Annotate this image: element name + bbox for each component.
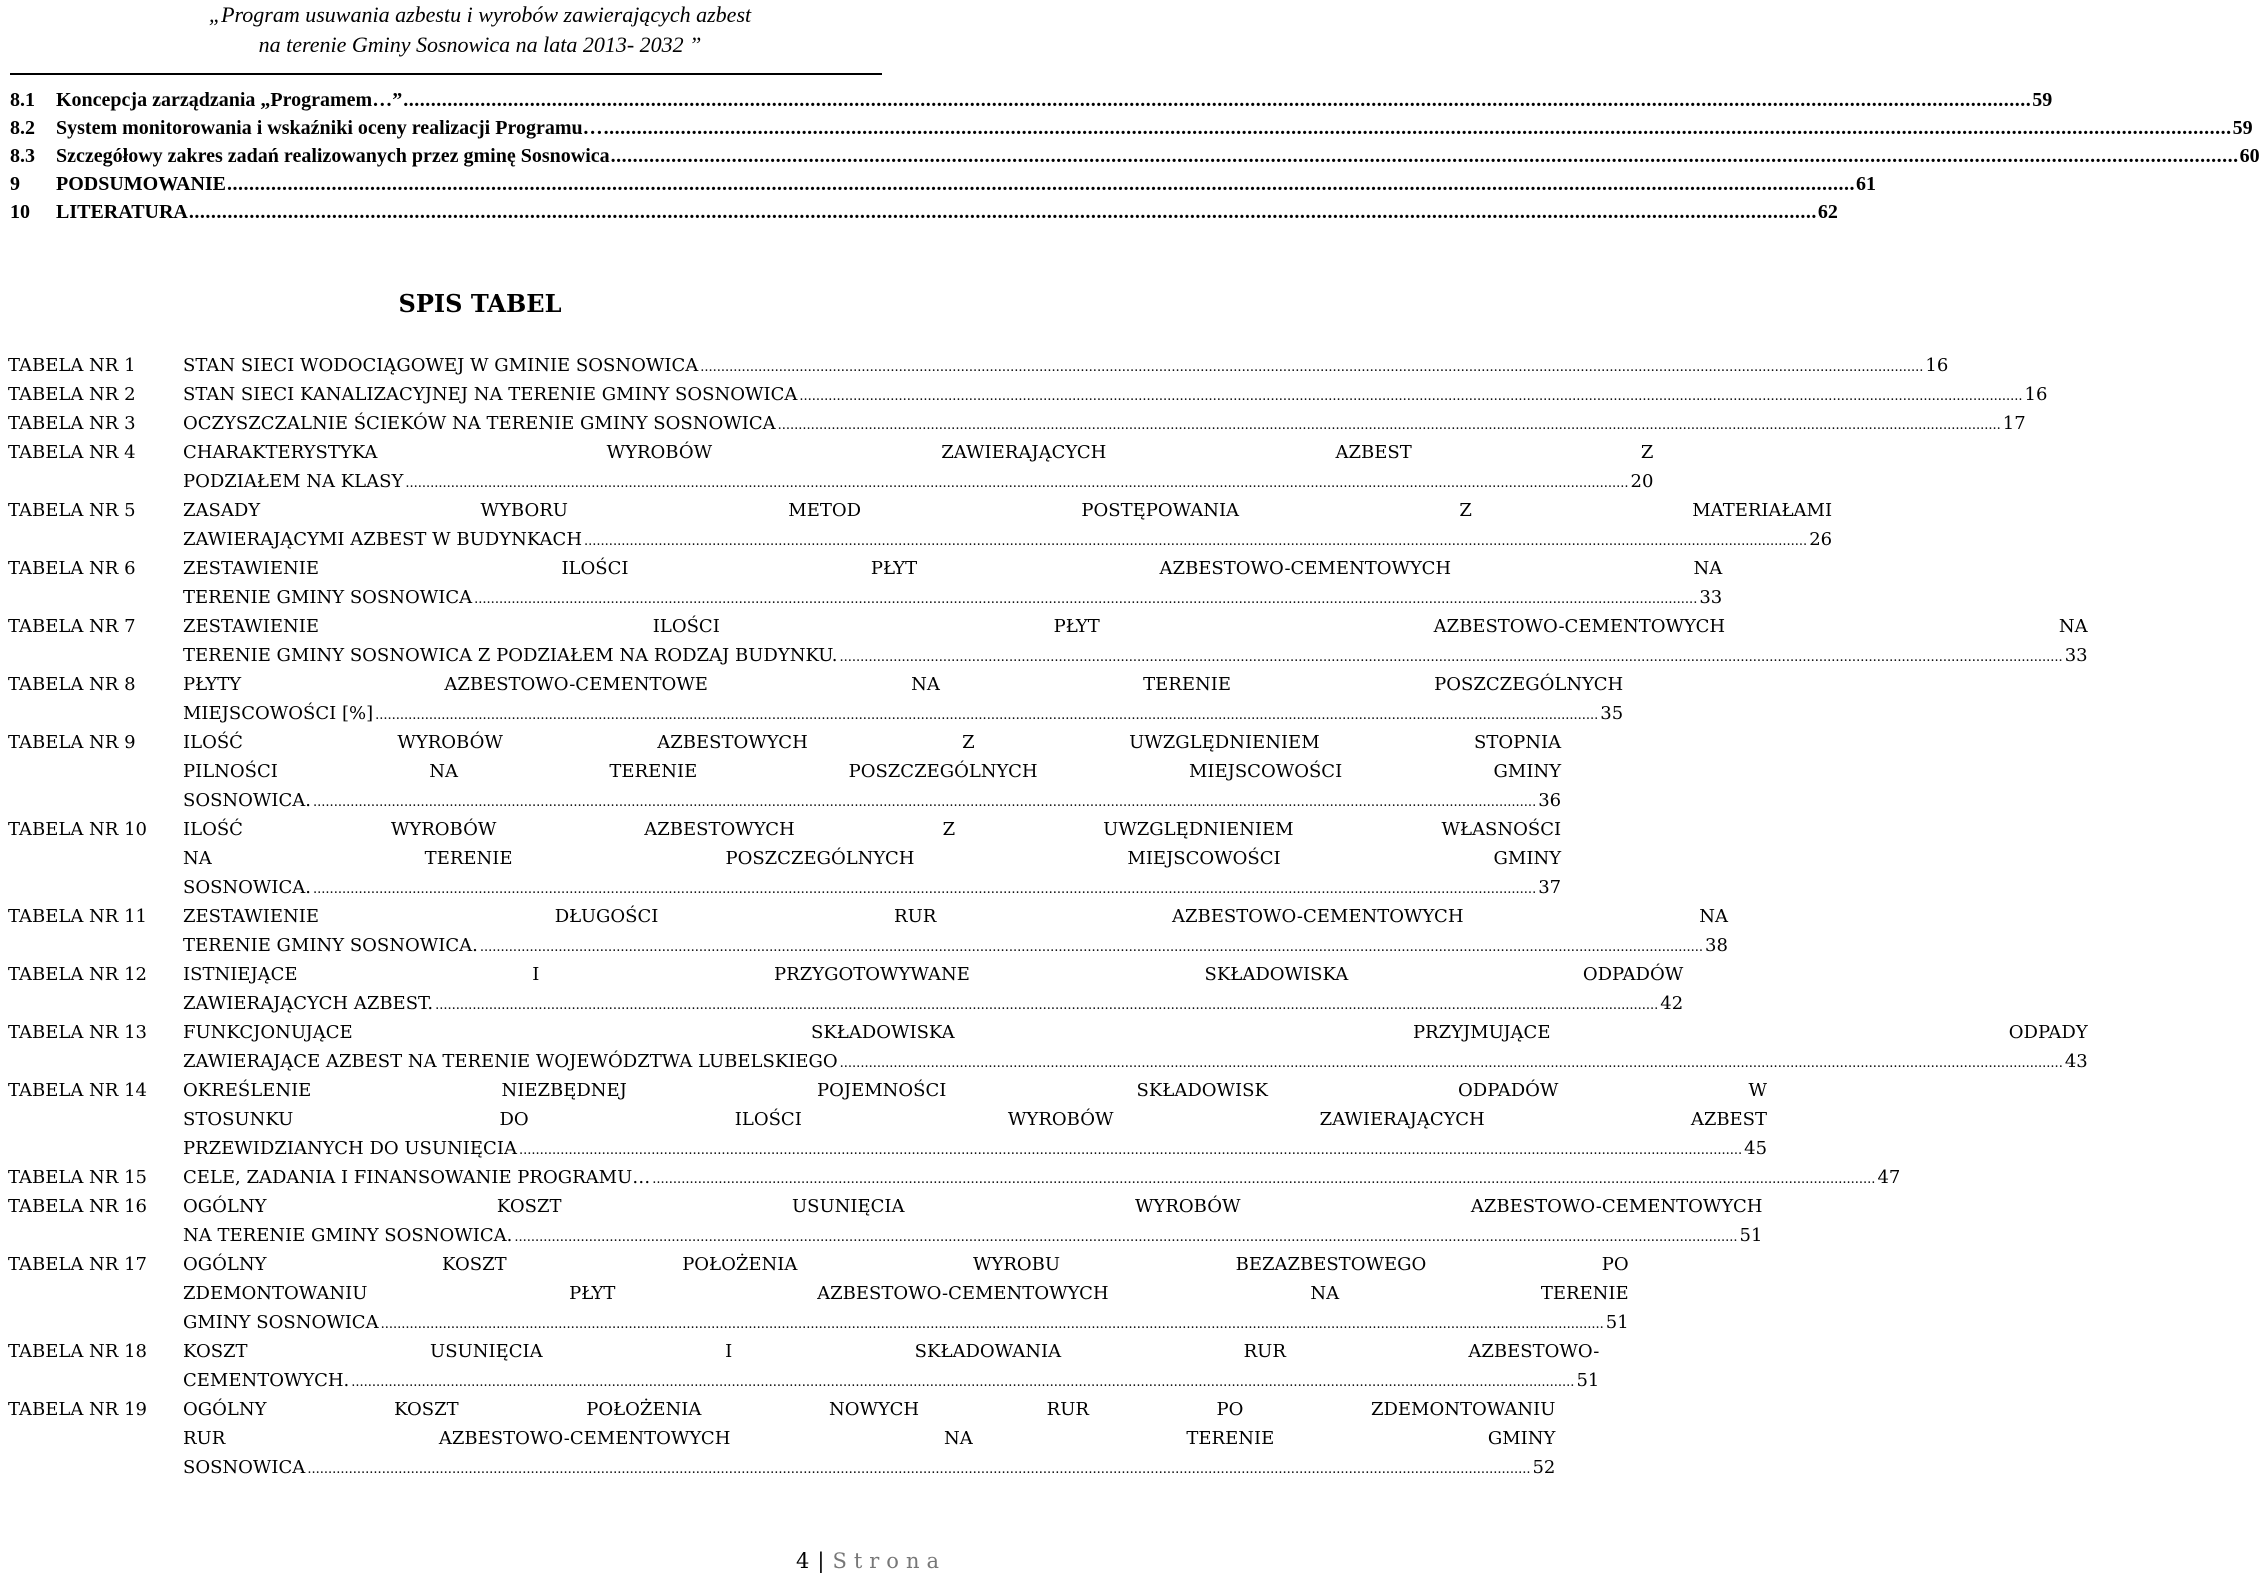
table-entry-title-text: OGÓLNY KOSZT USUNIĘCIA WYROBÓW AZBESTOWO-CEMENTOWYCH xyxy=(183,1196,1763,1217)
table-entry-line xyxy=(183,525,1832,554)
table-list-entry[interactable] xyxy=(8,1250,1629,1337)
table-entry-title-text: PODZIAŁEM NA KLASY xyxy=(183,471,404,492)
table-entry-title-text: GMINY SOSNOWICA xyxy=(183,1312,379,1333)
table-entry-title-text: ZAWIERAJĄCYMI AZBEST W BUDYNKACH xyxy=(183,529,583,550)
table-entry-line xyxy=(183,931,1728,960)
toc-entry-number: 10 xyxy=(10,201,30,223)
table-entry-description xyxy=(183,351,1948,380)
table-entry-line xyxy=(183,844,1561,873)
table-entry-label: TABELA NR 15 xyxy=(8,1167,147,1188)
table-entry-dot-leader xyxy=(381,1308,1604,1337)
table-entry-label: TABELA NR 12 xyxy=(8,964,147,985)
table-list-entry[interactable] xyxy=(8,496,1833,554)
table-entry-description xyxy=(183,380,2047,409)
table-entry-title-text: ISTNIEJĄCE I PRZYGOTOWYWANE SKŁADOWISKA ODPADÓW xyxy=(183,964,1684,985)
table-entry-title-text: STAN SIECI KANALIZACYJNEJ NA TERENIE GMINY SOSNOWICA xyxy=(183,384,798,405)
table-entry-line xyxy=(183,1250,1629,1279)
table-list-entry[interactable] xyxy=(8,380,2048,409)
table-entry-line xyxy=(183,1453,1555,1482)
toc-entry-page: 60 xyxy=(2239,145,2260,167)
table-entry-dot-leader xyxy=(652,1163,1875,1192)
table-entry-description xyxy=(183,409,2026,438)
table-entry-line xyxy=(183,1395,1555,1424)
table-entry-label: TABELA NR 10 xyxy=(8,819,147,840)
toc-entry[interactable] xyxy=(10,86,2053,114)
table-entry-line xyxy=(183,815,1561,844)
table-list-entry[interactable] xyxy=(8,1018,2088,1076)
footer-page-label: Strona xyxy=(832,1549,946,1573)
toc-dot-leader xyxy=(227,170,1855,198)
table-entry-title-text: TERENIE GMINY SOSNOWICA xyxy=(183,587,473,608)
page-footer xyxy=(796,1546,946,1576)
table-list-entry[interactable] xyxy=(8,728,1562,815)
table-entry-label: TABELA NR 2 xyxy=(8,384,136,405)
table-entry-description xyxy=(183,670,1623,728)
table-entry-line xyxy=(183,1221,1762,1250)
table-list-entry[interactable] xyxy=(8,612,2088,670)
table-entry-page: 16 xyxy=(2024,384,2048,405)
table-entry-dot-leader xyxy=(313,786,1536,815)
table-list-entry[interactable] xyxy=(8,1395,1556,1482)
toc-entry-title: PODSUMOWANIE xyxy=(56,173,227,195)
table-entry-line xyxy=(183,1047,2088,1076)
table-entry-description xyxy=(183,960,1683,1018)
table-entry-line xyxy=(183,1134,1767,1163)
table-entry-description xyxy=(183,438,1653,496)
page-number: 4 xyxy=(795,1549,810,1573)
table-entry-title-text: ILOŚĆ WYROBÓW AZBESTOWYCH Z UWZGLĘDNIENIEM STOPNIA xyxy=(183,732,1562,753)
table-entry-line xyxy=(183,380,2047,409)
table-entry-title-text: ZESTAWIENIE ILOŚCI PŁYT AZBESTOWO-CEMENTOWYCH NA xyxy=(183,558,1723,579)
table-entry-title-text: ZAWIERAJĄCYCH AZBEST. xyxy=(183,993,434,1014)
table-entry-label: TABELA NR 5 xyxy=(8,500,136,521)
table-entry-description xyxy=(183,496,1832,554)
table-list-entry[interactable] xyxy=(8,960,1684,1018)
table-entry-dot-leader xyxy=(435,989,1658,1018)
footer-separator: | xyxy=(817,1549,825,1573)
table-entry-title-text: PRZEWIDZIANYCH DO USUNIĘCIA xyxy=(183,1138,517,1159)
table-entry-title-text: KOSZT USUNIĘCIA I SKŁADOWANIA RUR AZBESTOWO- xyxy=(183,1341,1600,1362)
table-entry-line xyxy=(183,1308,1629,1337)
list-of-tables xyxy=(8,351,2088,1482)
table-entry-page: 43 xyxy=(2064,1051,2088,1072)
toc-entry[interactable] xyxy=(10,198,1838,226)
table-entry-dot-leader xyxy=(778,409,2001,438)
table-entry-title-text: ZASADY WYBORU METOD POSTĘPOWANIA Z MATERIAŁAMI xyxy=(183,500,1833,521)
section-title: SPIS TABEL xyxy=(398,289,562,318)
table-list-entry[interactable] xyxy=(8,815,1562,902)
table-entry-label: TABELA NR 18 xyxy=(8,1341,147,1362)
table-entry-line xyxy=(183,409,2026,438)
table-entry-line xyxy=(183,670,1623,699)
toc-entry-number: 8.2 xyxy=(10,117,35,139)
toc-entry-title: LITERATURA xyxy=(56,201,188,223)
table-entry-description xyxy=(183,1337,1599,1395)
table-entry-description xyxy=(183,554,1722,612)
table-entry-line xyxy=(183,438,1653,467)
table-entry-page: 33 xyxy=(1699,587,1723,608)
toc-dot-leader xyxy=(611,142,2239,170)
table-entry-page: 36 xyxy=(1538,790,1562,811)
toc-entry[interactable] xyxy=(10,114,2253,142)
table-entry-dot-leader xyxy=(480,931,1703,960)
header-divider xyxy=(10,73,882,75)
toc-entry-number: 9 xyxy=(10,173,20,195)
table-entry-description xyxy=(183,1250,1629,1337)
table-of-contents xyxy=(10,86,2260,226)
toc-entry-title: System monitorowania i wskaźniki oceny realizacji Programu… xyxy=(56,117,603,139)
table-entry-line xyxy=(183,1424,1555,1453)
table-entry-title-text: NA TERENIE GMINY SOSNOWICA. xyxy=(183,1225,513,1246)
table-entry-page: 51 xyxy=(1576,1370,1600,1391)
table-entry-title-text: ZESTAWIENIE DŁUGOŚCI RUR AZBESTOWO-CEMENTOWYCH NA xyxy=(183,906,1728,927)
toc-entry[interactable] xyxy=(10,170,1877,198)
table-entry-page: 42 xyxy=(1660,993,1684,1014)
table-entry-page: 45 xyxy=(1744,1138,1768,1159)
table-entry-line xyxy=(183,1105,1767,1134)
table-entry-dot-leader xyxy=(840,1047,2063,1076)
table-entry-title-text: PILNOŚCI NA TERENIE POSZCZEGÓLNYCH MIEJSCOWOŚCI GMINY xyxy=(183,761,1562,782)
table-entry-page: 47 xyxy=(1877,1167,1901,1188)
table-entry-label: TABELA NR 14 xyxy=(8,1080,147,1101)
toc-dot-leader xyxy=(189,198,1817,226)
table-entry-label: TABELA NR 17 xyxy=(8,1254,147,1275)
toc-entry-title: Koncepcja zarządzania „Programem…” xyxy=(56,89,403,111)
table-list-entry[interactable] xyxy=(8,1163,1901,1192)
table-entry-title-text: CEMENTOWYCH. xyxy=(183,1370,350,1391)
table-entry-page: 52 xyxy=(1532,1457,1556,1478)
table-entry-line xyxy=(183,757,1561,786)
table-entry-line xyxy=(183,1076,1767,1105)
table-entry-line xyxy=(183,1279,1629,1308)
table-entry-dot-leader xyxy=(307,1453,1530,1482)
table-entry-description xyxy=(183,1395,1555,1482)
table-entry-page: 20 xyxy=(1630,471,1654,492)
table-entry-line xyxy=(183,496,1832,525)
table-entry-title-text: STOSUNKU DO ILOŚCI WYROBÓW ZAWIERAJĄCYCH AZBEST xyxy=(183,1109,1768,1130)
header-title-line-2: na terenie Gminy Sosnowica na lata 2013- 2032 ” xyxy=(258,32,702,57)
table-entry-dot-leader xyxy=(351,1366,1574,1395)
table-entry-label: TABELA NR 16 xyxy=(8,1196,147,1217)
table-entry-title-text: MIEJSCOWOŚCI [%] xyxy=(183,703,374,724)
table-entry-description xyxy=(183,1076,1767,1163)
table-entry-line xyxy=(183,1018,2088,1047)
table-entry-dot-leader xyxy=(375,699,1598,728)
table-entry-title-text: ZESTAWIENIE ILOŚCI PŁYT AZBESTOWO-CEMENTOWYCH NA xyxy=(183,616,2088,637)
table-entry-dot-leader xyxy=(840,641,2063,670)
table-entry-dot-leader xyxy=(519,1134,1742,1163)
toc-entry-page: 59 xyxy=(2032,89,2053,111)
table-entry-description xyxy=(183,1018,2088,1076)
table-entry-page: 37 xyxy=(1538,877,1562,898)
table-entry-line xyxy=(183,467,1653,496)
table-entry-title-text: CELE, ZADANIA I FINANSOWANIE PROGRAMU… xyxy=(183,1167,651,1188)
table-entry-line xyxy=(183,960,1683,989)
table-entry-description xyxy=(183,902,1728,960)
table-entry-dot-leader xyxy=(313,873,1536,902)
table-entry-label: TABELA NR 4 xyxy=(8,442,136,463)
table-entry-title-text: OCZYSZCZALNIE ŚCIEKÓW NA TERENIE GMINY SOSNOWICA xyxy=(183,413,776,434)
table-entry-line xyxy=(183,699,1623,728)
table-entry-page: 26 xyxy=(1809,529,1833,550)
table-entry-label: TABELA NR 11 xyxy=(8,906,147,927)
table-entry-line xyxy=(183,1337,1599,1366)
table-list-entry[interactable] xyxy=(8,409,2026,438)
table-entry-line xyxy=(183,989,1683,1018)
table-entry-title-text: OKREŚLENIE NIEZBĘDNEJ POJEMNOŚCI SKŁADOWISK ODPADÓW W xyxy=(183,1080,1768,1101)
table-entry-line xyxy=(183,554,1722,583)
toc-entry-page: 59 xyxy=(2232,117,2253,139)
table-entry-title-text: OGÓLNY KOSZT POŁOŻENIA NOWYCH RUR PO ZDEMONTOWANIU xyxy=(183,1399,1556,1420)
table-entry-dot-leader xyxy=(405,467,1628,496)
table-entry-title-text: OGÓLNY KOSZT POŁOŻENIA WYROBU BEZAZBESTOWEGO PO xyxy=(183,1254,1629,1275)
table-entry-dot-leader xyxy=(474,583,1697,612)
table-entry-page: 51 xyxy=(1739,1225,1763,1246)
table-entry-line xyxy=(183,873,1561,902)
table-list-entry[interactable] xyxy=(8,351,1949,380)
table-entry-title-text: SOSNOWICA. xyxy=(183,877,312,898)
toc-entry-page: 61 xyxy=(1856,173,1877,195)
table-entry-label: TABELA NR 7 xyxy=(8,616,136,637)
toc-dot-leader xyxy=(403,86,2031,114)
table-entry-page: 38 xyxy=(1705,935,1728,956)
toc-entry-number: 8.3 xyxy=(10,145,35,167)
table-entry-page: 16 xyxy=(1925,355,1949,376)
table-entry-title-text: ZAWIERAJĄCE AZBEST NA TERENIE WOJEWÓDZTWA LUBELSKIEGO xyxy=(183,1051,838,1072)
table-entry-title-text: FUNKCJONUJĄCE SKŁADOWISKA PRZYJMUJĄCE ODPADY xyxy=(183,1022,2088,1043)
table-entry-line xyxy=(183,1366,1599,1395)
table-entry-description xyxy=(183,612,2088,670)
table-entry-label: TABELA NR 6 xyxy=(8,558,136,579)
table-entry-label: TABELA NR 8 xyxy=(8,674,136,695)
table-entry-line xyxy=(183,612,2088,641)
table-entry-page: 33 xyxy=(2064,645,2088,666)
toc-entry[interactable] xyxy=(10,142,2260,170)
table-entry-label: TABELA NR 19 xyxy=(8,1399,147,1420)
toc-entry-number: 8.1 xyxy=(10,89,35,111)
table-entry-title-text: PŁYTY AZBESTOWO-CEMENTOWE NA TERENIE POSZCZEGÓLNYCH xyxy=(183,674,1624,695)
table-list-entry[interactable] xyxy=(8,1192,1763,1250)
toc-dot-leader xyxy=(604,114,2232,142)
page-header xyxy=(0,0,960,76)
table-entry-line xyxy=(183,583,1722,612)
table-entry-title-text: ZDEMONTOWANIU PŁYT AZBESTOWO-CEMENTOWYCH NA TERENIE xyxy=(183,1283,1629,1304)
table-entry-line xyxy=(183,1163,1900,1192)
table-list-entry[interactable] xyxy=(8,438,1654,496)
table-entry-label: TABELA NR 9 xyxy=(8,732,136,753)
table-entry-line xyxy=(183,351,1948,380)
table-entry-title-text: SOSNOWICA xyxy=(183,1457,306,1478)
table-entry-page: 51 xyxy=(1605,1312,1629,1333)
table-entry-line xyxy=(183,728,1561,757)
table-entry-line xyxy=(183,902,1728,931)
table-entry-title-text: NA TERENIE POSZCZEGÓLNYCH MIEJSCOWOŚCI GMINY xyxy=(183,848,1562,869)
table-entry-description xyxy=(183,1163,1900,1192)
table-entry-dot-leader xyxy=(700,351,1923,380)
table-entry-title-text: STAN SIECI WODOCIĄGOWEJ W GMINIE SOSNOWICA xyxy=(183,355,699,376)
table-entry-dot-leader xyxy=(799,380,2022,409)
table-entry-page: 17 xyxy=(2002,413,2026,434)
table-entry-dot-leader xyxy=(514,1221,1737,1250)
table-entry-title-text: RUR AZBESTOWO-CEMENTOWYCH NA TERENIE GMINY xyxy=(183,1428,1556,1449)
toc-entry-page: 62 xyxy=(1817,201,1838,223)
table-entry-title-text: CHARAKTERYSTYKA WYROBÓW ZAWIERAJĄCYCH AZBEST Z xyxy=(183,442,1654,463)
table-entry-label: TABELA NR 1 xyxy=(8,355,136,376)
table-entry-page: 35 xyxy=(1600,703,1624,724)
table-list-entry[interactable] xyxy=(8,554,1723,612)
table-list-entry[interactable] xyxy=(8,1337,1600,1395)
table-entry-title-text: ILOŚĆ WYROBÓW AZBESTOWYCH Z UWZGLĘDNIENIEM WŁASNOŚCI xyxy=(183,819,1562,840)
table-entry-line xyxy=(183,1192,1762,1221)
toc-entry-title: Szczegółowy zakres zadań realizowanych przez gminę Sosnowica xyxy=(56,145,610,167)
table-entry-line xyxy=(183,641,2088,670)
table-entry-label: TABELA NR 13 xyxy=(8,1022,147,1043)
table-entry-title-text: TERENIE GMINY SOSNOWICA. xyxy=(183,935,478,956)
table-entry-title-text: TERENIE GMINY SOSNOWICA Z PODZIAŁEM NA RODZAJ BUDYNKU. xyxy=(183,645,838,666)
table-entry-description xyxy=(183,728,1561,815)
table-list-entry[interactable] xyxy=(8,670,1624,728)
table-list-entry[interactable] xyxy=(8,1076,1768,1163)
table-entry-description xyxy=(183,1192,1762,1250)
table-entry-label: TABELA NR 3 xyxy=(8,413,136,434)
table-entry-description xyxy=(183,815,1561,902)
table-entry-dot-leader xyxy=(584,525,1807,554)
table-list-entry[interactable] xyxy=(8,902,1728,960)
header-title-line-1: „Program usuwania azbestu i wyrobów zawierających azbest xyxy=(208,2,752,27)
table-entry-line xyxy=(183,786,1561,815)
table-entry-title-text: SOSNOWICA. xyxy=(183,790,312,811)
